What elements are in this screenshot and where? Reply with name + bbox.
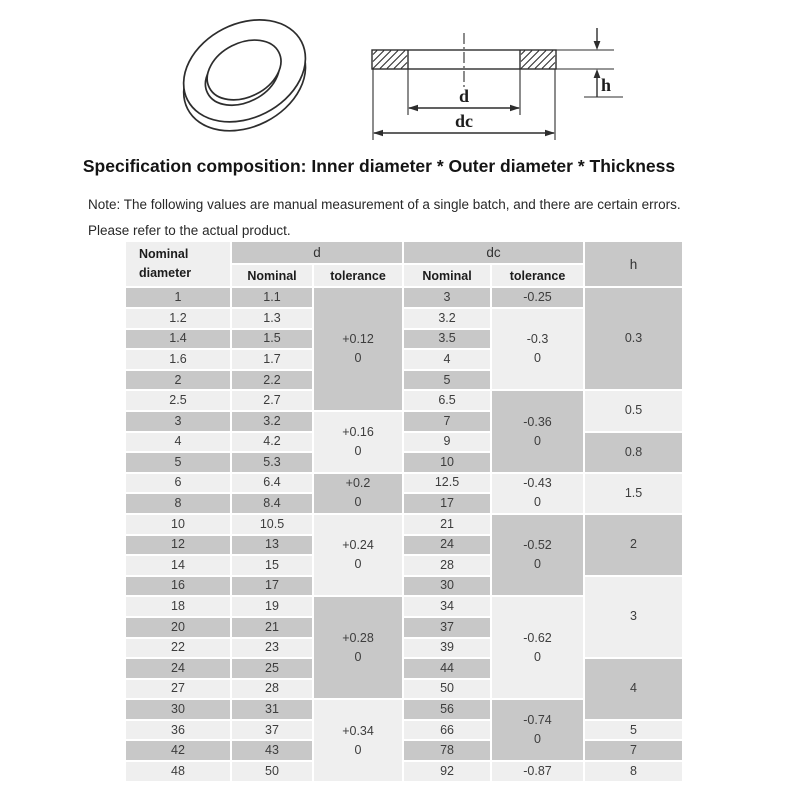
cell-nominal-diameter: 1.2 bbox=[126, 309, 230, 328]
cell-dc-nominal: 56 bbox=[404, 700, 490, 719]
cell-d-nominal: 5.3 bbox=[232, 453, 312, 472]
cell-nominal-diameter: 4 bbox=[126, 433, 230, 452]
cell-h: 0.8 bbox=[585, 433, 682, 472]
cell-dc-nominal: 5 bbox=[404, 371, 490, 390]
cell-d-tolerance-lower: 0 bbox=[354, 350, 362, 365]
header-nominal-diameter bbox=[126, 242, 230, 286]
cell-dc-nominal: 21 bbox=[404, 515, 490, 534]
cell-nominal-diameter: 27 bbox=[126, 680, 230, 699]
note-line-1: Note: The following values are manual measurement of a single batch, and there are certain errors. bbox=[88, 197, 681, 212]
cell-d-nominal: 2.2 bbox=[232, 371, 312, 390]
cell-d-tolerance bbox=[314, 515, 402, 595]
cell-nominal-diameter: 1.4 bbox=[126, 330, 230, 349]
cell-dc-tolerance-lower: 0 bbox=[534, 649, 541, 664]
cell-dc-nominal: 7 bbox=[404, 412, 490, 431]
cell-nominal-diameter: 12 bbox=[126, 536, 230, 555]
cell-dc-tolerance bbox=[492, 700, 583, 760]
cell-d-nominal: 10.5 bbox=[232, 515, 312, 534]
table-row bbox=[126, 762, 682, 781]
cell-d-nominal: 28 bbox=[232, 680, 312, 699]
spec-table bbox=[124, 240, 684, 783]
cell-h: 0.5 bbox=[585, 391, 682, 430]
spec-title: Specification composition: Inner diameter * Outer diameter * Thickness bbox=[82, 156, 676, 176]
cell-dc-tolerance-upper: -0.74 bbox=[523, 713, 552, 728]
header-dc-nominal: Nominal bbox=[404, 265, 490, 286]
cell-d-nominal: 17 bbox=[232, 577, 312, 596]
cell-nominal-diameter: 20 bbox=[126, 618, 230, 637]
cell-dc-tolerance bbox=[492, 762, 583, 781]
dim-label-dc: dc bbox=[455, 111, 473, 131]
cell-d-tolerance bbox=[314, 288, 402, 410]
cell-h: 4 bbox=[585, 659, 682, 719]
cell-h: 0.3 bbox=[585, 288, 682, 389]
cell-d-nominal: 31 bbox=[232, 700, 312, 719]
cell-dc-nominal: 92 bbox=[404, 762, 490, 781]
cell-d-tolerance bbox=[314, 412, 402, 472]
table-row bbox=[126, 659, 682, 678]
cell-d-tolerance-upper: +0.28 bbox=[342, 630, 374, 645]
cell-d-nominal: 15 bbox=[232, 556, 312, 575]
cell-dc-tolerance-lower: 0 bbox=[534, 433, 541, 448]
cell-nominal-diameter: 14 bbox=[126, 556, 230, 575]
cell-d-nominal: 37 bbox=[232, 721, 312, 740]
cell-nominal-diameter: 24 bbox=[126, 659, 230, 678]
cell-h: 7 bbox=[585, 741, 682, 760]
cell-nominal-diameter: 30 bbox=[126, 700, 230, 719]
cell-h: 1.5 bbox=[585, 474, 682, 513]
cell-d-nominal: 13 bbox=[232, 536, 312, 555]
cell-dc-tolerance-lower: 0 bbox=[534, 732, 541, 747]
washer-section-view bbox=[372, 28, 623, 140]
cell-dc-nominal: 6.5 bbox=[404, 391, 490, 410]
cell-d-nominal: 4.2 bbox=[232, 433, 312, 452]
spec-table-body bbox=[126, 288, 682, 781]
cell-d-tolerance-lower: 0 bbox=[354, 443, 362, 458]
cell-dc-tolerance-upper: -0.25 bbox=[523, 290, 552, 304]
cell-dc-nominal: 39 bbox=[404, 639, 490, 658]
cell-d-nominal: 21 bbox=[232, 618, 312, 637]
cell-d-nominal: 2.7 bbox=[232, 391, 312, 410]
cell-nominal-diameter: 3 bbox=[126, 412, 230, 431]
cell-h: 3 bbox=[585, 577, 682, 657]
cell-dc-tolerance-upper: -0.36 bbox=[523, 414, 552, 429]
cell-dc-tolerance-lower: 0 bbox=[534, 495, 541, 510]
cell-dc-nominal: 3.5 bbox=[404, 330, 490, 349]
cell-dc-tolerance bbox=[492, 309, 583, 389]
cell-dc-nominal: 50 bbox=[404, 680, 490, 699]
cell-nominal-diameter: 18 bbox=[126, 597, 230, 616]
dim-label-d: d bbox=[458, 86, 470, 106]
cell-dc-tolerance-lower: 0 bbox=[534, 557, 541, 572]
cell-d-nominal: 25 bbox=[232, 659, 312, 678]
header-d-nominal: Nominal bbox=[232, 265, 312, 286]
cell-dc-tolerance-upper: -0.43 bbox=[523, 476, 552, 491]
cell-dc-nominal: 34 bbox=[404, 597, 490, 616]
note-line-2: Please refer to the actual product. bbox=[88, 223, 291, 238]
cell-dc-nominal: 3.2 bbox=[404, 309, 490, 328]
dim-label-h: h bbox=[600, 75, 612, 95]
cell-nominal-diameter: 1.6 bbox=[126, 350, 230, 369]
table-row bbox=[126, 288, 682, 307]
cell-d-tolerance bbox=[314, 700, 402, 781]
cell-dc-tolerance bbox=[492, 474, 583, 513]
header-group-d: d bbox=[232, 242, 402, 263]
cell-dc-nominal: 44 bbox=[404, 659, 490, 678]
cell-d-tolerance bbox=[314, 474, 402, 513]
cell-dc-tolerance-upper: -0.52 bbox=[523, 538, 552, 553]
cell-h: 2 bbox=[585, 515, 682, 575]
cell-nominal-diameter: 10 bbox=[126, 515, 230, 534]
cell-d-nominal: 3.2 bbox=[232, 412, 312, 431]
cell-d-nominal: 6.4 bbox=[232, 474, 312, 493]
cell-dc-nominal: 24 bbox=[404, 536, 490, 555]
cell-nominal-diameter: 16 bbox=[126, 577, 230, 596]
cell-dc-tolerance-upper: -0.62 bbox=[523, 630, 552, 645]
cell-dc-tolerance-upper: -0.3 bbox=[526, 332, 549, 347]
cell-d-nominal: 23 bbox=[232, 639, 312, 658]
header-nominal-line: Nominal bbox=[139, 246, 189, 261]
cell-dc-tolerance bbox=[492, 597, 583, 698]
cell-d-nominal: 1.5 bbox=[232, 330, 312, 349]
cell-d-tolerance-lower: 0 bbox=[354, 742, 362, 757]
table-row bbox=[126, 474, 682, 493]
table-row bbox=[126, 741, 682, 760]
table-row bbox=[126, 577, 682, 596]
header-h: h bbox=[585, 242, 682, 286]
cell-d-nominal: 19 bbox=[232, 597, 312, 616]
table-row bbox=[126, 721, 682, 740]
cell-d-tolerance-lower: 0 bbox=[354, 495, 362, 510]
cell-dc-nominal: 37 bbox=[404, 618, 490, 637]
header-d-tolerance: tolerance bbox=[314, 265, 402, 286]
cell-nominal-diameter: 2.5 bbox=[126, 391, 230, 410]
cell-d-nominal: 50 bbox=[232, 762, 312, 781]
header-diameter-line: diameter bbox=[139, 266, 192, 280]
cell-nominal-diameter: 1 bbox=[126, 288, 230, 307]
cell-dc-nominal: 4 bbox=[404, 350, 490, 369]
cell-dc-nominal: 10 bbox=[404, 453, 490, 472]
cell-d-tolerance-lower: 0 bbox=[354, 557, 362, 572]
header-group-dc: dc bbox=[404, 242, 583, 263]
cell-d-tolerance-upper: +0.24 bbox=[342, 538, 374, 553]
washer-perspective-view bbox=[163, 0, 327, 151]
cell-d-nominal: 43 bbox=[232, 741, 312, 760]
cell-nominal-diameter: 22 bbox=[126, 639, 230, 658]
cell-nominal-diameter: 8 bbox=[126, 494, 230, 513]
spec-table-head bbox=[126, 242, 682, 286]
washer-technical-drawing bbox=[0, 0, 800, 160]
cell-d-nominal: 1.3 bbox=[232, 309, 312, 328]
cell-d-nominal: 1.7 bbox=[232, 350, 312, 369]
cell-nominal-diameter: 42 bbox=[126, 741, 230, 760]
header-dc-tolerance: tolerance bbox=[492, 265, 583, 286]
table-row bbox=[126, 433, 682, 452]
cell-dc-tolerance bbox=[492, 391, 583, 471]
cell-dc-nominal: 12.5 bbox=[404, 474, 490, 493]
cell-dc-nominal: 9 bbox=[404, 433, 490, 452]
cell-d-tolerance-upper: +0.12 bbox=[342, 331, 374, 346]
cell-dc-tolerance bbox=[492, 288, 583, 307]
cell-dc-tolerance bbox=[492, 515, 583, 595]
cell-dc-nominal: 17 bbox=[404, 494, 490, 513]
cell-d-tolerance-upper: +0.16 bbox=[342, 424, 374, 439]
cell-nominal-diameter: 2 bbox=[126, 371, 230, 390]
cell-nominal-diameter: 6 bbox=[126, 474, 230, 493]
cell-dc-nominal: 28 bbox=[404, 556, 490, 575]
cell-nominal-diameter: 5 bbox=[126, 453, 230, 472]
cell-h: 8 bbox=[585, 762, 682, 781]
table-row bbox=[126, 391, 682, 410]
cell-d-tolerance-upper: +0.34 bbox=[342, 723, 374, 738]
cell-d-tolerance-lower: 0 bbox=[354, 649, 362, 664]
cell-d-tolerance bbox=[314, 597, 402, 698]
cell-nominal-diameter: 36 bbox=[126, 721, 230, 740]
cell-d-tolerance-upper: +0.2 bbox=[345, 476, 371, 491]
table-row bbox=[126, 515, 682, 534]
cell-dc-nominal: 30 bbox=[404, 577, 490, 596]
cell-dc-tolerance-upper: -0.87 bbox=[523, 764, 552, 779]
cell-dc-nominal: 66 bbox=[404, 721, 490, 740]
cell-nominal-diameter: 48 bbox=[126, 762, 230, 781]
cell-dc-nominal: 3 bbox=[404, 288, 490, 307]
cell-d-nominal: 8.4 bbox=[232, 494, 312, 513]
cell-dc-nominal: 78 bbox=[404, 741, 490, 760]
cell-h: 5 bbox=[585, 721, 682, 740]
cell-dc-tolerance-lower: 0 bbox=[534, 351, 541, 366]
cell-d-nominal: 1.1 bbox=[232, 288, 312, 307]
